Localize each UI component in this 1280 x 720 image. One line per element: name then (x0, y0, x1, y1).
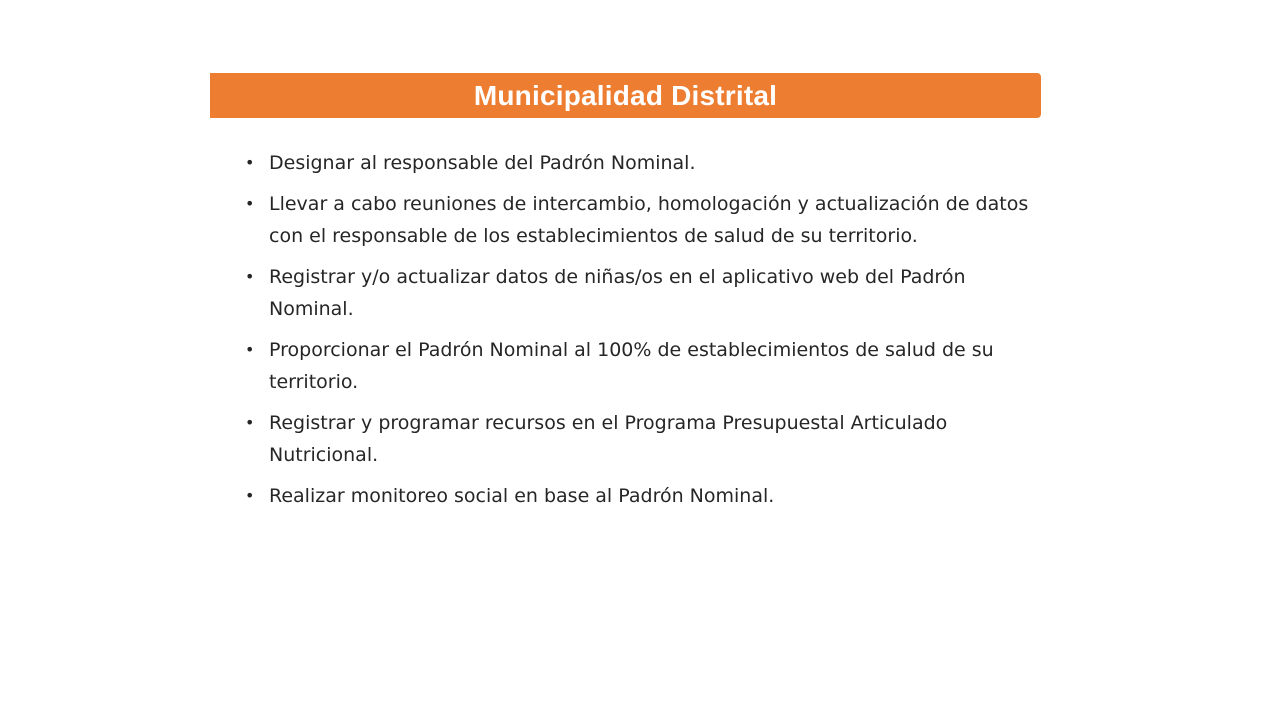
list-item (245, 407, 1040, 471)
list-item-text: Designar al responsable del Padrón Nominal. (269, 152, 696, 174)
list-item (245, 480, 1040, 512)
list-item-text: Realizar monitoreo social en base al Padrón Nominal. (269, 485, 775, 507)
bullet-icon: • (245, 153, 255, 172)
title-bar (210, 73, 1041, 118)
bullet-icon: • (245, 194, 255, 213)
list-item-text: Llevar a cabo reuniones de intercambio, homologación y actualización de datos con el responsable de los establecimientos de salud de su territorio. (269, 193, 1029, 247)
list-item (245, 147, 1040, 179)
list-item (245, 334, 1040, 398)
list-item (245, 188, 1040, 252)
page-title: Municipalidad Distrital (473, 79, 778, 111)
list-item-text: Registrar y programar recursos en el Programa Presupuestal Articulado Nutricional. (269, 412, 948, 466)
list-item-text: Proporcionar el Padrón Nominal al 100% de establecimientos de salud de su territorio. (269, 339, 994, 393)
bullet-icon: • (245, 413, 255, 432)
bullet-icon: • (245, 340, 255, 359)
bullet-icon: • (245, 486, 255, 505)
list-item-text: Registrar y/o actualizar datos de niñas/os en el aplicativo web del Padrón Nominal. (269, 266, 966, 320)
bullet-icon: • (245, 267, 255, 286)
list-item (245, 261, 1040, 325)
bullet-list (245, 147, 1040, 521)
